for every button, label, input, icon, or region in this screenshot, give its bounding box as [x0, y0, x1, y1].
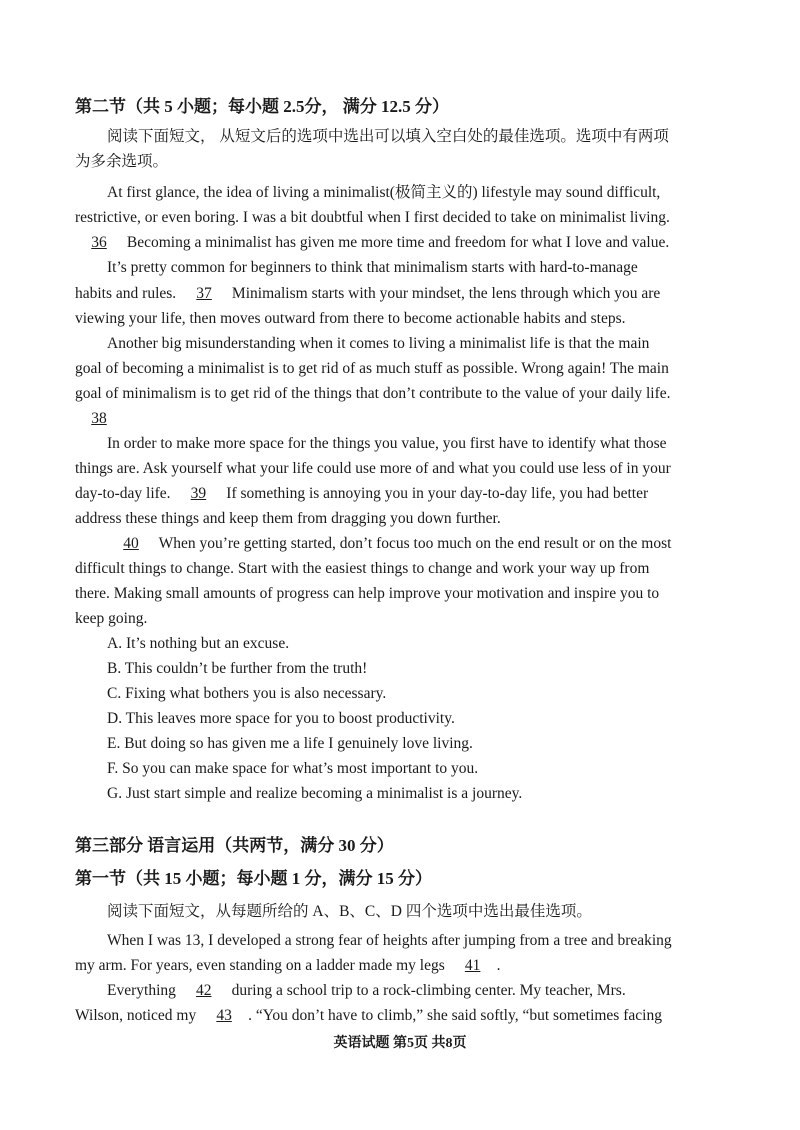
passage-line: there. Making small amounts of progress can help improve your motivation and inspire you to [75, 585, 660, 602]
blank-37: 37 [196, 285, 212, 302]
passage-text: during a school trip to a rock-climbing center. My teacher, Mrs. [227, 982, 626, 999]
passage-line: goal of minimalism is to get rid of the things that don’t contribute to the value of your daily life. [75, 385, 671, 402]
passage-line: things are. Ask yourself what your life could use more of and what you could use less of in your [75, 460, 671, 477]
option-e: E. But doing so has given me a life I genuinely love living. [107, 735, 473, 752]
blank-41: 41 [464, 957, 481, 974]
section-2-heading: 第二节（共 5 小题；每小题 2.5分， 满分 12.5 分） [75, 97, 449, 116]
passage-line [75, 283, 710, 305]
passage-line: restrictive, or even boring. I was a bit doubtful when I first decided to take on minimalist living. [75, 209, 670, 226]
section-2-instruction-line-2: 为多余选项。 [75, 153, 169, 170]
section-2-instruction-line-1: 阅读下面短文， 从短文后的选项中选出可以填入空白处的最佳选项。选项中有两项 [107, 128, 669, 145]
passage-line: viewing your life, then moves outward from there to become actionable habits and steps. [75, 310, 626, 327]
option-b: B. This couldn’t be further from the truth! [107, 660, 368, 677]
part-3-heading: 第三部分 语言运用（共两节，满分 30 分） [75, 836, 394, 855]
passage-text: my arm. For years, even standing on a ladder made my legs [75, 957, 449, 974]
blank-38: 38 [91, 410, 107, 427]
passage-line: At first glance, the idea of living a minimalist(极简主义的) lifestyle may sound difficult, [107, 184, 661, 201]
passage-text: Becoming a minimalist has given me more time and freedom for what I love and value. [123, 234, 670, 251]
passage-line [75, 408, 710, 430]
passage-line [107, 980, 710, 1002]
passage-line: When I was 13, I developed a strong fear of heights after jumping from a tree and breaking [107, 932, 672, 949]
passage-text: Minimalism starts with your mindset, the lens through which you are [228, 285, 661, 302]
passage-text: day-to-day life. [75, 485, 175, 502]
passage-line [75, 483, 710, 505]
passage-text: . [496, 957, 501, 974]
passage-text: habits and rules. [75, 285, 181, 302]
passage-text: If something is annoying you in your day-to-day life, you had better [222, 485, 649, 502]
passage-line [107, 533, 710, 555]
passage-line: address these things and keep them from dragging you down further. [75, 510, 501, 527]
blank-40: 40 [123, 535, 139, 552]
passage-line: In order to make more space for the things you value, you first have to identify what those [107, 435, 667, 452]
passage-line [75, 1005, 710, 1027]
option-a: A. It’s nothing but an excuse. [107, 635, 290, 652]
part-3-section-1-heading: 第一节（共 15 小题；每小题 1 分，满分 15 分） [75, 869, 432, 888]
page-footer: 英语试题 第5页 共8页 [333, 1036, 467, 1051]
blank-42: 42 [196, 982, 212, 999]
passage-line: difficult things to change. Start with the easiest things to change and work your way up from [75, 560, 650, 577]
option-d: D. This leaves more space for you to boost productivity. [107, 710, 455, 727]
passage-text: Everything [107, 982, 180, 999]
blank-39: 39 [190, 485, 207, 502]
passage-text: . “You don’t have to climb,” she said softly, “but sometimes facing [248, 1007, 662, 1024]
part-3-instruction: 阅读下面短文，从每题所给的 A、B、C、D 四个选项中选出最佳选项。 [107, 903, 592, 920]
passage-line: goal of becoming a minimalist is to get rid of as much stuff as possible. Wrong again! The main [75, 360, 669, 377]
blank-43: 43 [216, 1007, 232, 1024]
passage-line: keep going. [75, 610, 148, 627]
option-g: G. Just start simple and realize becoming a minimalist is a journey. [107, 785, 523, 802]
passage-text: Wilson, noticed my [75, 1007, 201, 1024]
passage-text: When you’re getting started, don’t focus too much on the end result or on the most [155, 535, 672, 552]
option-f: F. So you can make space for what’s most important to you. [107, 760, 479, 777]
blank-36: 36 [91, 234, 107, 251]
passage-line [75, 955, 710, 977]
option-c: C. Fixing what bothers you is also necessary. [107, 685, 387, 702]
passage-line: It’s pretty common for beginners to think that minimalism starts with hard-to-manage [107, 259, 638, 276]
passage-line [75, 232, 710, 254]
passage-line: Another big misunderstanding when it comes to living a minimalist life is that the main [107, 335, 650, 352]
